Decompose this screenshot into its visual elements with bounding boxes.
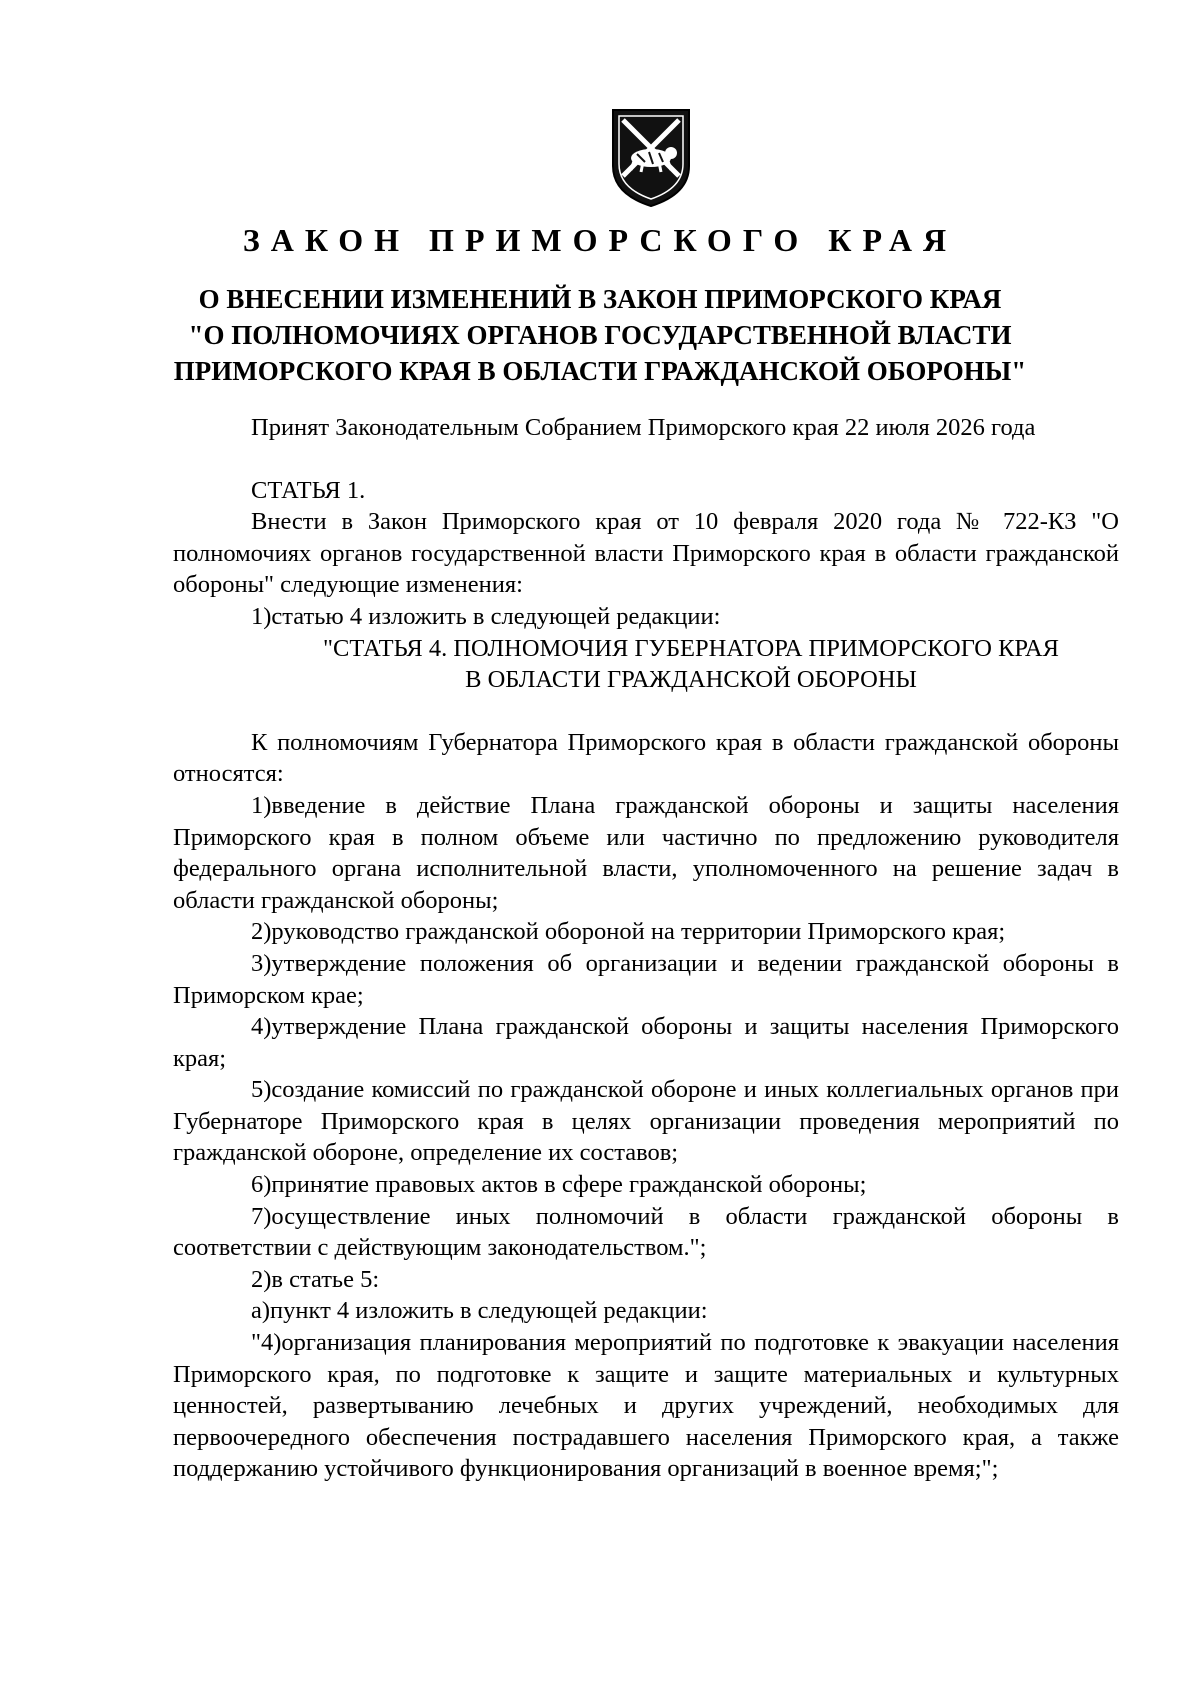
article-4-heading-line: "СТАТЬЯ 4. ПОЛНОМОЧИЯ ГУБЕРНАТОРА ПРИМОРСКОГО КРАЯ	[323, 634, 1059, 662]
article-4-item: 7)осуществление иных полномочий в области гражданской обороны в соответствии с действующим законодательством.";	[173, 1202, 1119, 1262]
adoption-note: Принят Законодательным Собранием Приморского края 22 июля 2026 года	[251, 414, 1036, 441]
coat-of-arms-icon	[609, 106, 693, 208]
subtitle-line: О ВНЕСЕНИИ ИЗМЕНЕНИЙ В ЗАКОН ПРИМОРСКОГО КРАЯ	[198, 284, 1002, 314]
article-4-item: 5)создание комиссий по гражданской обороне и иных коллегиальных органов при Губернаторе Приморского края в целях организации проведения мероприятий по гражданской обороне, определение их составов;	[173, 1076, 1119, 1167]
article-4-intro: К полномочиям Губернатора Приморского края в области гражданской обороны относятся:	[173, 728, 1119, 788]
article-1-intro: Внести в Закон Приморского края от 10 февраля 2020 года № 722-КЗ "О полномочиях органов государственной власти Приморского края в области гражданской обороны" следующие изменения:	[173, 508, 1119, 599]
amendment-item-2a: а)пункт 4 изложить в следующей редакции:	[251, 1297, 708, 1325]
amendment-item-1: 1)статью 4 изложить в следующей редакции:	[251, 602, 721, 630]
document-body	[173, 412, 1119, 1485]
amendment-item-2a-text: "4)организация планирования мероприятий по подготовке к эвакуации населения Приморского края, по подготовке к защите и защите материальных и культурных ценностей, развертыванию лечебных и других учреждений, необходимых для первоочередного обеспечения пострадавшего населения Приморского края, а также поддержанию устойчивого функционирования организаций в военное время;";	[173, 1329, 1119, 1483]
article-4-item: 1)введение в действие Плана гражданской обороны и защиты населения Приморского края в полном объеме или частично по предложению руководителя федерального органа исполнительной власти, уполномоченного на решение задач в области гражданской обороны;	[173, 791, 1119, 914]
article-4-item: 4)утверждение Плана гражданской обороны и защиты населения Приморского края;	[173, 1013, 1119, 1072]
amendment-item-2: 2)в статье 5:	[251, 1265, 380, 1293]
document-title: ЗАКОН ПРИМОРСКОГО КРАЯ	[242, 222, 958, 258]
document-subtitle	[100, 281, 1100, 389]
subtitle-line: "О ПОЛНОМОЧИЯХ ОРГАНОВ ГОСУДАРСТВЕННОЙ ВЛАСТИ	[188, 320, 1012, 350]
article-4-item: 2)руководство гражданской обороной на территории Приморского края;	[251, 918, 1006, 946]
article-4-heading-line: В ОБЛАСТИ ГРАЖДАНСКОЙ ОБОРОНЫ	[465, 666, 917, 694]
article-4-heading	[173, 633, 1119, 696]
article-4-item: 3)утверждение положения об организации и ведении гражданской обороны в Приморском крае;	[173, 949, 1119, 1009]
article-4-item: 6)принятие правовых актов в сфере гражданской обороны;	[251, 1171, 867, 1199]
article-1-heading: СТАТЬЯ 1.	[251, 476, 366, 504]
subtitle-line: ПРИМОРСКОГО КРАЯ В ОБЛАСТИ ГРАЖДАНСКОЙ ОБОРОНЫ"	[173, 356, 1027, 386]
